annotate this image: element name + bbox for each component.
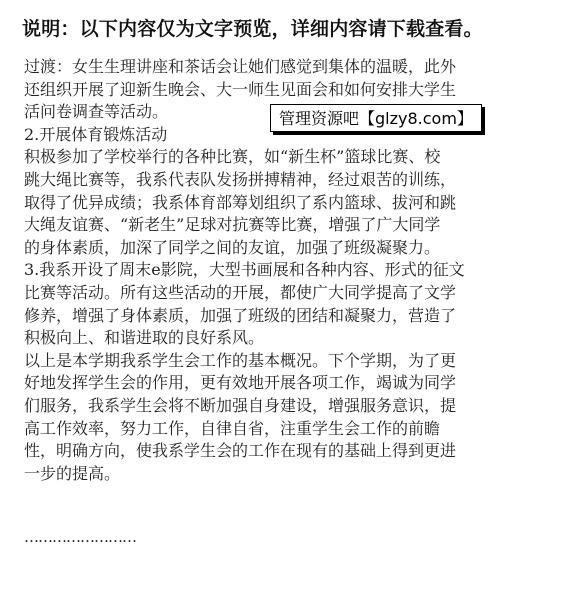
text-line: 以上是本学期我系学生会工作的基本概况。下个学期，为了更 [24, 350, 457, 370]
truncation-ellipsis: …………………… [24, 528, 136, 546]
text-line: 一步的提高。 [24, 463, 121, 483]
text-line: 3.我系开设了周末e影院，大型书画展和各种内容、形式的征文 [24, 260, 465, 280]
text-line: 们服务，我系学生会将不断加强自身建设，增强服务意识，提 [24, 395, 457, 415]
text-line: 活问卷调查等活动。 [24, 102, 169, 122]
text-line: 性，明确方向，使我系学生会的工作在现有的基础上得到更进 [24, 441, 457, 461]
text-line: 修养，增强了身体素质，加强了班级的团结和凝聚力，营造了 [24, 305, 457, 325]
text-line: 积极向上、和谐进取的良好系风。 [24, 328, 265, 348]
text-line: 跳大绳比赛等，我系代表队发扬拼搏精神，经过艰苦的训练， [24, 169, 457, 189]
section-heading: 2.开展体育锻炼活动 [24, 124, 168, 144]
watermark-label: 管理资源吧【glzy8.com】 [270, 104, 482, 132]
text-line: 好地发挥学生会的作用，更有效地开展各项工作，竭诚为同学 [24, 373, 457, 393]
text-line: 比赛等活动。所有这些活动的开展，都使广大同学提高了文学 [24, 282, 457, 302]
text-line: 取得了优异成绩；我系体育部筹划组织了系内篮球、拔河和跳 [24, 192, 457, 212]
text-line: 过渡：女生生理讲座和茶话会让她们感觉到集体的温暖，此外 [24, 57, 457, 76]
preview-notice: 说明：以下内容仅为文字预览，详细内容请下载查看。 [22, 18, 483, 40]
text-line: 积极参加了学校举行的各种比赛，如“新生杯”篮球比赛、校 [24, 147, 441, 167]
text-line: 高工作效率，努力工作，自律自省，注重学生会工作的前瞻 [24, 418, 441, 438]
text-line: 的身体素质，加深了同学之间的友谊，加强了班级凝聚力。 [24, 237, 441, 257]
text-line: 还组织开展了迎新生晚会、大一师生见面会和如何安排大学生 [24, 79, 457, 99]
text-line: 大绳友谊赛、“新老生”足球对抗赛等比赛，增强了广大同学 [24, 215, 441, 235]
